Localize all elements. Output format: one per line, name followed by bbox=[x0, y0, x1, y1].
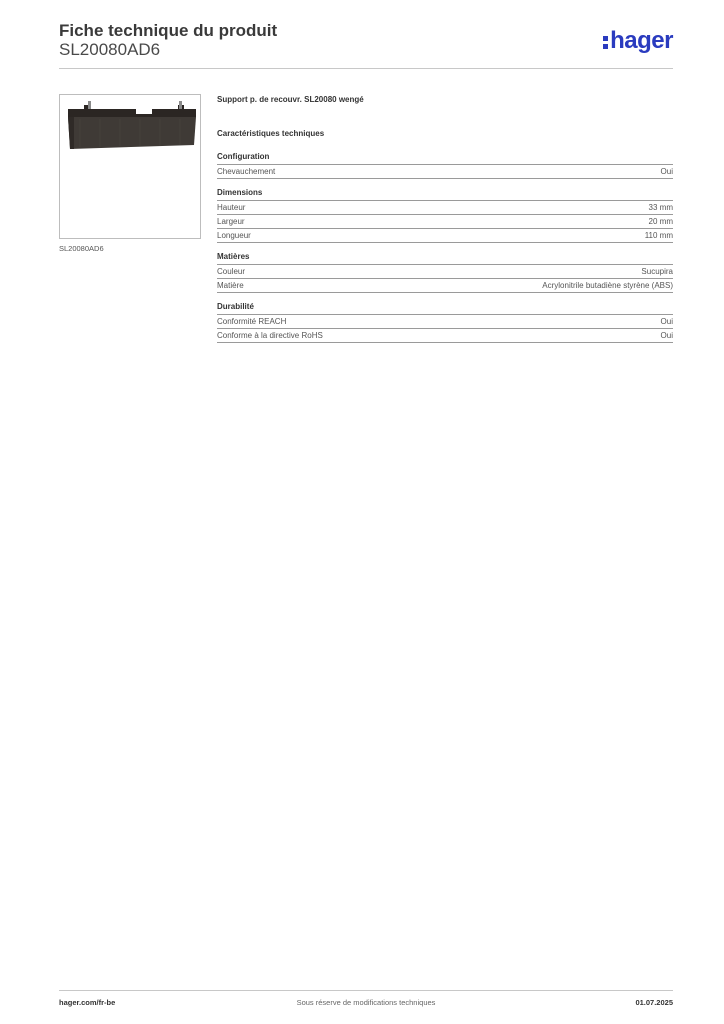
logo-wordmark: hager bbox=[610, 27, 673, 54]
spec-row-reach bbox=[217, 315, 673, 329]
product-reference: SL20080AD6 bbox=[59, 40, 161, 59]
logo-dots-icon bbox=[602, 32, 610, 50]
spec-value: 33 mm bbox=[648, 203, 673, 212]
spec-row-longueur bbox=[217, 229, 673, 243]
footer-divider bbox=[59, 990, 673, 991]
product-photo bbox=[60, 95, 200, 238]
spec-row-couleur bbox=[217, 265, 673, 279]
group-title: Durabilité bbox=[217, 302, 673, 315]
spec-row-rohs bbox=[217, 329, 673, 343]
group-title: Matières bbox=[217, 252, 673, 265]
spec-row-largeur bbox=[217, 215, 673, 229]
document-header bbox=[59, 21, 673, 68]
page-footer bbox=[59, 998, 673, 1010]
section-title: Caractéristiques techniques bbox=[217, 129, 325, 138]
spec-label: Matière bbox=[217, 281, 244, 290]
spec-value: 20 mm bbox=[648, 217, 673, 226]
spec-row-matiere bbox=[217, 279, 673, 293]
spec-value: Sucupira bbox=[641, 267, 673, 276]
spec-value: Oui bbox=[660, 331, 673, 340]
product-image bbox=[59, 94, 201, 239]
group-dimensions bbox=[217, 188, 673, 243]
spec-label: Conforme à la directive RoHS bbox=[217, 331, 323, 340]
group-title: Configuration bbox=[217, 152, 673, 165]
spec-row-hauteur bbox=[217, 201, 673, 215]
spec-label: Largeur bbox=[217, 217, 245, 226]
group-title: Dimensions bbox=[217, 188, 673, 201]
spec-value: Oui bbox=[660, 317, 673, 326]
spec-label: Chevauchement bbox=[217, 167, 276, 176]
product-name: Support p. de recouvr. SL20080 wengé bbox=[217, 95, 364, 104]
spec-label: Conformité REACH bbox=[217, 317, 287, 326]
technical-specifications bbox=[217, 95, 673, 343]
spec-value: Acrylonitrile butadiène styrène (ABS) bbox=[542, 281, 673, 290]
website-link[interactable]: hager.com/fr-be bbox=[59, 998, 116, 1007]
spec-value: 110 mm bbox=[644, 231, 673, 240]
header-divider bbox=[59, 68, 673, 69]
footer-date: 01.07.2025 bbox=[635, 998, 673, 1007]
spec-label: Longueur bbox=[217, 231, 251, 240]
document-title: Fiche technique du produit bbox=[59, 21, 278, 40]
group-durabilite bbox=[217, 302, 673, 343]
image-caption: SL20080AD6 bbox=[59, 244, 104, 253]
spec-row-chevauchement bbox=[217, 165, 673, 179]
spec-label: Hauteur bbox=[217, 203, 246, 212]
spec-label: Couleur bbox=[217, 267, 246, 276]
footer-disclaimer: Sous réserve de modifications techniques bbox=[296, 998, 436, 1007]
spec-value: Oui bbox=[660, 167, 673, 176]
hager-logo bbox=[602, 27, 673, 55]
group-matieres bbox=[217, 252, 673, 293]
group-configuration bbox=[217, 152, 673, 179]
